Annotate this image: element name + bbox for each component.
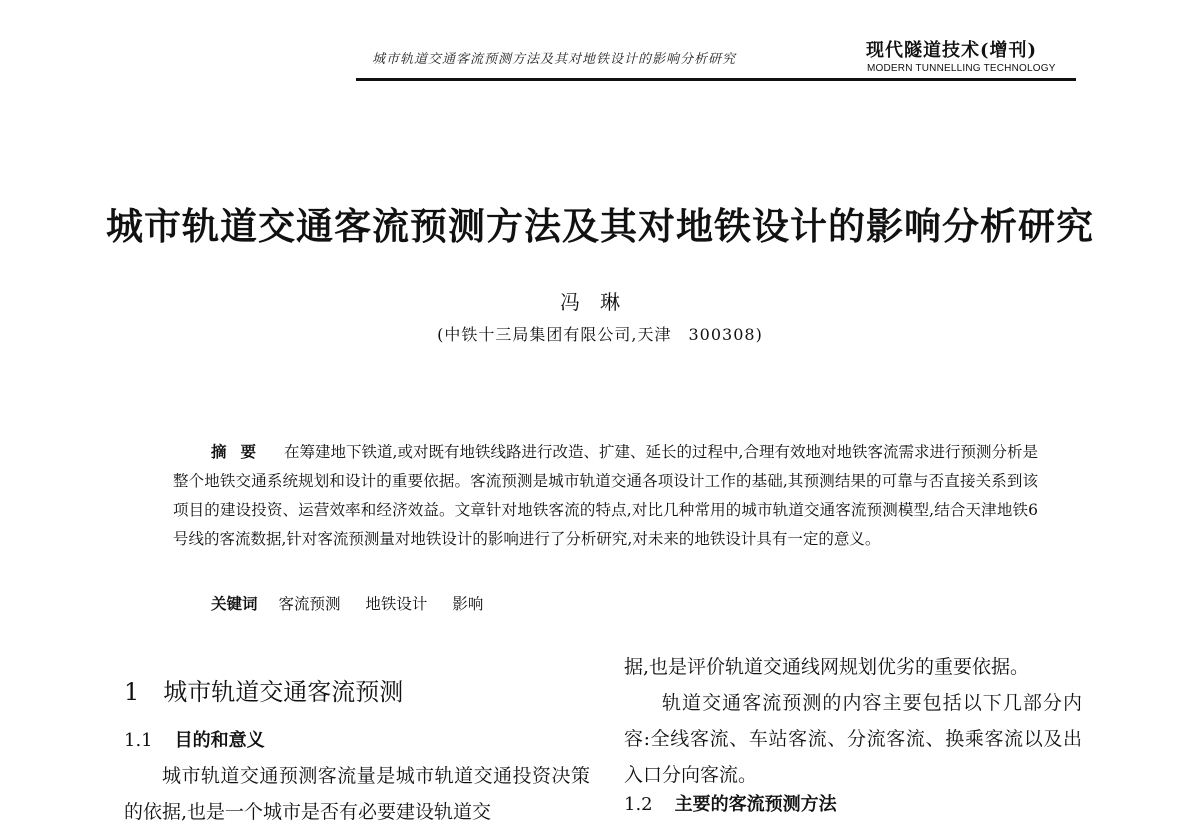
right-column — [624, 649, 1082, 793]
keyword-item: 客流预测 — [278, 595, 341, 613]
subsection-number: 1.1 — [124, 730, 153, 751]
subsection-number: 1.2 — [624, 794, 653, 815]
keywords — [211, 592, 503, 614]
author-name: 冯琳 — [560, 290, 640, 314]
abstract-label: 摘要 — [211, 443, 271, 461]
section-number: 1 — [124, 678, 140, 706]
journal-name-cn: 现代隧道技术(增刊) — [866, 40, 1038, 61]
keyword-item: 影响 — [452, 595, 484, 613]
body-paragraph: 轨道交通客流预测的内容主要包括以下几部分内容:全线客流、车站客流、分流客流、换乘客流以及出入口分向客流。 — [624, 692, 1082, 786]
abstract-text: 在筹建地下铁道,或对既有地铁线路进行改造、扩建、延长的过程中,合理有效地对地铁客流需求进行预测分析是整个地铁交通系统规划和设计的重要依据。客流预测是城市轨道交通各项设计工作的基础,其预测结果的可靠与否直接关系到该项目的建设投资、运营效率和经济效益。文章针对地铁客流的特点,对比几种常用的城市轨道交通客流预测模型,结合天津地铁6号线的客流数据,针对客流预测量对地铁设计的影响进行了分析研究,对未来的地铁设计具有一定的意义。 — [173, 443, 1038, 548]
section-title: 城市轨道交通客流预测 — [163, 678, 404, 706]
subsection-heading — [624, 790, 837, 816]
journal-name-en: MODERN TUNNELLING TECHNOLOGY — [867, 63, 1056, 74]
body-paragraph: 城市轨道交通预测客流量是城市轨道交通投资决策的依据,也是一个城市是否有必要建设轨道交 — [124, 765, 590, 823]
subsection-title: 目的和意义 — [174, 730, 265, 751]
running-title: 城市轨道交通客流预测方法及其对地铁设计的影响分析研究 — [372, 52, 737, 67]
author-affiliation: (中铁十三局集团有限公司,天津 300308) — [437, 325, 763, 344]
subsection-title: 主要的客流预测方法 — [674, 794, 837, 815]
article-title: 城市轨道交通客流预测方法及其对地铁设计的影响分析研究 — [106, 204, 1094, 248]
abstract — [173, 438, 1038, 554]
keyword-item: 地铁设计 — [365, 595, 428, 613]
section-heading — [124, 672, 403, 707]
body-paragraph: 据,也是评价轨道交通线网规划优劣的重要依据。 — [624, 656, 1030, 678]
keywords-label: 关键词 — [211, 595, 258, 613]
subsection-heading — [124, 726, 265, 752]
header-rule — [356, 78, 1076, 81]
